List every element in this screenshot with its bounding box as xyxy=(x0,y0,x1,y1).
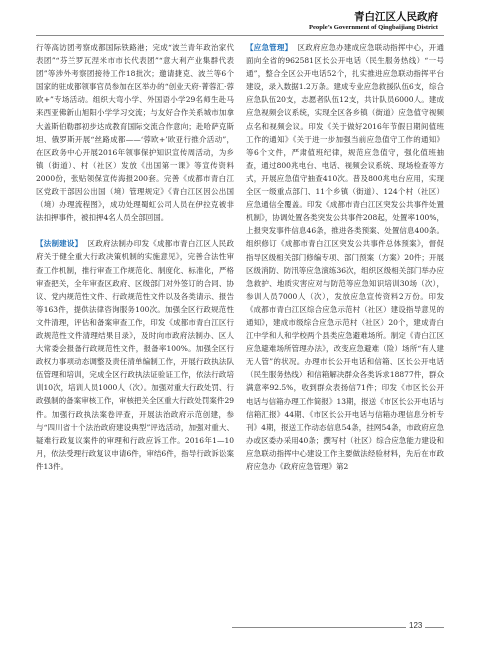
emergency-section-text: 区政府应急办建成应急联动指挥中心，开通面向全省的962581区长公开电话（民生服务热线）“一号通”，整合全区公开电话52个，扎实推进应急联动指挥平台建设，录入数据1.2万条。建成专业应急救援队伍6支，综合应急队伍20支，志愿者队伍12支，共计队员6000人。建成应急视频会议系统，实现全区各乡镇（街道）应急值守视频点名和视频会议。印发《关于做好2016年节假日期间值班工作的通知》《关于进一步加强当前应急值守工作的通知》等6个文件，严肃值班纪律，规范应急值守，强化值班抽查，通过800兆电台、电话、视频会议系统、现场检查等方式，开展应急值守抽查410次。普及800兆电台应用，实现全区一级重点部门、11个乡镇（街道）、124个村（社区）应急通信全覆盖。印发《成都市青白江区突发公共事件处置机制》，协调处置各类突发公共事件208起，处置率100%，上报突发事件信息46条，推进各类预案、处置信息400条。组织修订《成都市青白江区突发公共事件总体预案》，督促指导区级相关部门修编专项、部门预案（方案）20件；开展区级消防、防汛等应急演练36次，组织区级相关部门举办应急救护、地质灾害应对与防范等应急知识培训30场（次），参训人员7000人（次），发放应急宣传资料2万份。印发《成都市青白江区综合应急示范村（社区）建设指导意见的通知》，建成市级综合应急示范村（社区）20个，建成青白江中学和人和学校两个县类应急避难场所。制定《青白江区应急避难场所管理办法》，改变应急避难（险）场所“有人建无人管”的状况。办理市长公开电话和信箱、区长公开电话（民生服务热线）和信箱解决群众各类诉求18877件，群众满意率92.5%，收到群众表扬信71件；印发《市区长公开电话与信箱办理工作简报》13期，报送《市区长公开电话与信箱汇报》44期、《市区长公开电话与信箱办理信息分析专刊》4期，报送工作动态信息54条，挂网54条，市政府应急办或区委办采用40条；撰写村（社区）综合应急能力建设和应急联动指挥中心建设工作主要做法经验材料，先后在市政府应急办《政府应急管理》第2 xyxy=(246,43,445,471)
publication-title: 青白江区人民政府 xyxy=(354,11,438,23)
emergency-section xyxy=(246,41,444,473)
page-number: 123 xyxy=(406,621,425,630)
section-spacer xyxy=(36,224,234,237)
legal-section-text: 区政府法制办印发《成都市青白江区人民政府关于健全重大行政决策机制的实施意见》，完善合法性审查工作机制，推行审查工作规范化、制度化、标准化，严格审查把关，全年审查区政府、区级部门对外签订的合同、协议、党内规范性文件、行政规范性文件以及各类请示、报告等163件，提供法律咨询服务100次。加强全区行政规范性文件清理，评估和备案审查工作，印发《成都市青白江区行政规范性文件清理结果目录》，及时向市政府法制办、区人大常委会报备行政规范性文件，报备率100%。加强全区行政权力事项动态调整及责任清单编制工作，开展行政执法队伍管理和培训，完成全区行政执法证验证工作，依法行政培训10次，培训人员1000人（次）。加强对重大行政处罚、行政强制的备案审核工作，审核把关全区重大行政处罚案件29件。加强行政执法案卷评查，开展法治政府示范创建，参与“四川省十个法治政府建设典型”评选活动，加强对重大、疑难行政复议案件的审理和行政应诉工作。2016年1—10月，依法受理行政复议申请6件，审结6件，指导行政诉讼案件13件。 xyxy=(36,239,235,471)
left-column xyxy=(36,41,234,473)
right-column xyxy=(246,41,444,473)
legal-section xyxy=(36,237,234,473)
publication-subtitle: People’s Government of Qingbaijiang District xyxy=(308,24,438,31)
header-rule xyxy=(36,35,444,36)
page-header xyxy=(0,0,480,46)
legal-section-tag: 【法制建设】 xyxy=(36,239,83,249)
foreign-affairs-paragraph: 行等高访团考察成都国际铁路港；完成“波兰青年政治家代表团”“芬兰罗瓦涅米市市长代表团”“意大利产业集群代表团”等涉外考察团接待工作18批次；邀请捷克、波兰等6个国家的驻成都领事官员参加在区举办的“创业天府·菁蓉汇·蓉欧+”专场活动。组织大弯小学、外国语小学29名师生赴马来西亚佛新山旭阳小学学习交流；与友好合作关系城市加拿大盖斯伯勒郡初步达成教育国际交流合作意向；赴哈萨克斯坦、俄罗斯开展“丝路成都——‘蓉欧+’欧亚行推介活动”，在区政务中心开展2016年领事保护知识宣传周活动，为乡镇（街道）、村（社区）发放《出国第一课》等宣传资料2000份，张贴领保宣传海报200套。完善《成都市青白江区党政干部因公出国（境）管理规定》《青白江区因公出国（境）办理流程图》，成功处理蜀虹公司人员在伊拉克被非法扣押事件，被扣押4名人员全部回国。 xyxy=(36,43,234,223)
emergency-section-tag: 【应急管理】 xyxy=(246,43,293,52)
